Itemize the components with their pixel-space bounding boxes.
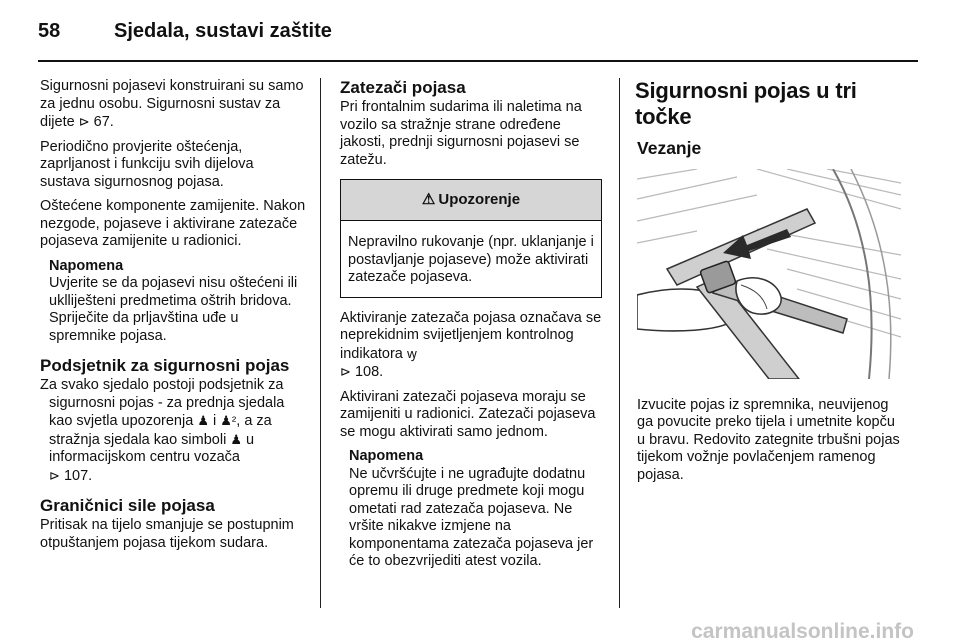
page-reference[interactable]: 107. [63,467,93,484]
page-reference[interactable]: 108. [354,364,384,380]
column-divider [619,78,620,608]
section-title-belt-reminder: Podsjetnik za sigurnosni pojas [40,356,290,375]
reference-arrow-icon: ⊳ [340,364,351,379]
paragraph-belts-single-person: Sigurnosni pojasevi konstruirani su samo za jednu osobu. Sigurnosni sustav za dijete ⊳ 67. [40,78,304,130]
section-title-three-point-belt: Sigurnosni pojas u tri točke [635,78,857,129]
warning-text: Nepravilno rukovanje (npr. uklanjanje i postavljanje pojaseve) može aktivirati zatezače pojaseva. [348,234,594,285]
note-text: Ne učvršćujte i ne ugrađujte dodatnu opremu ili druge predmete koji mogu ometati rad zatezača pojaseva. Ne vršite nikakve izmjene na komponentama zatezača pojaseva jer će to obezvrijediti atest vozila. [349,465,594,569]
warning-triangle-icon: ⚠ [421,191,436,209]
paragraph-periodic-check: Periodično provjerite oštećenja, zaprljanost i funkciju svih dijelova sustava sigurnosnog pojasa. [40,138,254,190]
warning-box [340,179,602,298]
paragraph-fastening-instructions: Izvucite pojas iz spremnika, neuvijenog ga povucite preko tijela i umetnite kopču u bravu. Redovito zategnite trbušni pojas tijekom vožnje povlačenjem ramenog pojasa. [637,396,900,483]
warning-header [341,180,601,221]
column-divider [320,78,321,608]
column-3 [637,78,903,491]
reference-arrow-icon: ⊳ [49,467,60,483]
column-1 [40,78,306,559]
paragraph-force-limiters: Pritisak na tijelo smanjuje se postupnim otpuštanjem pojasa tijekom sudara. [40,517,294,551]
subsection-title-fastening: Vezanje [637,138,702,158]
seatbelt-warning-icon: ♟ [197,413,209,428]
seatbelt-symbol-icon: ♟ [230,431,242,447]
paragraph-replace-damaged: Oštećene komponente zamijenite. Nakon nezgode, pojaseve i aktivirane zatezače pojaseva zamijenite u radionici. [40,198,306,249]
warning-title: Upozorenje [438,191,521,209]
seatbelt-fastening-illustration [637,169,901,379]
chapter-title: Sjedala, sustavi zaštite [114,20,332,42]
paragraph-activation-indicator: Aktiviranje zatezača pojasa označava se neprekidnim svijetljenjem kontrolnog indikatora ꝡ ⊳ 108. [340,309,602,380]
paragraph-replace-pretensioners: Aktivirani zatezači pojaseva moraju se zamijeniti u radionici. Zatezači pojaseva se mogu aktivirati samo jednom. [340,388,596,440]
page-header [38,20,918,50]
seatbelt-warning-2-icon: ♟² [220,413,237,428]
note-title: Napomena [349,448,424,464]
section-title-pretensioners: Zatezači pojasa [340,78,466,97]
column-2 [340,78,602,578]
note-text: Uvjerite se da pojasevi nisu oštećeni ili uklliješteni predmetima oštrih bridova. Spriječite da prljavština uđe u spremnike pojasa. [49,275,298,344]
pretensioner-indicator-icon: ꝡ [406,345,417,361]
watermark: carmanualsonline.info [691,620,914,643]
paragraph-pretensioner-intro: Pri frontalnim sudarima ili naletima na vozilo sa stražnje strane određene jakosti, prednji sigurnosni pojasevi se zatežu. [340,99,582,168]
note-title: Napomena [49,257,124,274]
note-box [49,258,306,346]
section-title-force-limiters: Graničnici sile pojasa [40,496,215,515]
note-box [349,448,602,571]
reference-arrow-icon: ⊳ [78,114,90,129]
paragraph-belt-reminder: Za svako sjedalo postoji podsjetnik za sigurnosni pojas - za prednja sjedala kao svjetla upozorenja ♟ i ♟², a za stražnja sjedala kao simboli ♟ u informacijskom centru vozača ⊳ 107. [40,377,285,484]
page-reference[interactable]: 67. [93,114,114,130]
header-divider [38,60,918,62]
page-number: 58 [38,20,61,42]
